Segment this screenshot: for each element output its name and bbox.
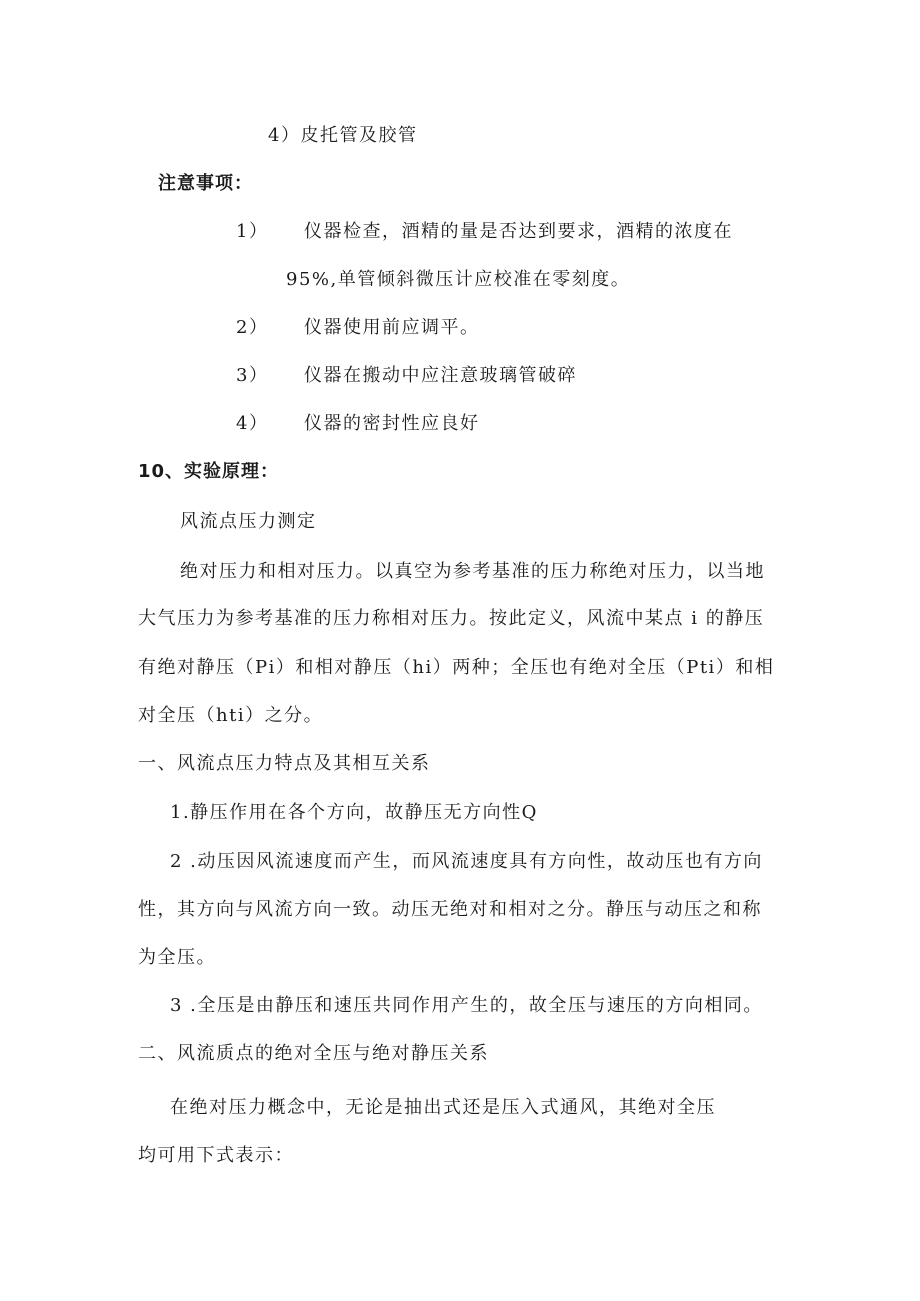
note-item-1-number: 1）	[236, 221, 269, 242]
principle-para1-line1: 绝对压力和相对压力。以真空为参考基准的压力称绝对压力，以当地	[180, 561, 765, 582]
note-item-1-text: 仪器检查，酒精的量是否达到要求，酒精的浓度在	[304, 221, 733, 242]
principle-heading: 10、实验原理：	[138, 461, 280, 482]
note-item-2-text: 仪器使用前应调平。	[304, 317, 480, 338]
section2-para-line2: 均可用下式表示：	[138, 1145, 294, 1166]
equipment-item-4: 4）皮托管及胶管	[268, 125, 418, 146]
note-item-4-text: 仪器的密封性应良好	[304, 413, 480, 434]
note-item-2-number: 2）	[236, 317, 269, 338]
note-item-4	[236, 412, 480, 436]
note-item-2	[236, 316, 480, 340]
note-item-4-number: 4）	[236, 413, 269, 434]
section1-point2-line3: 为全压。	[138, 947, 216, 968]
principle-subtitle: 风流点压力测定	[180, 511, 317, 532]
principle-para1-line2: 大气压力为参考基准的压力称相对压力。按此定义，风流中某点 i 的静压	[138, 608, 765, 629]
section1-point2-line1: 2 .动压因风流速度而产生，而风流速度具有方向性，故动压也有方向	[170, 851, 763, 872]
section1-point1: 1.静压作用在各个方向，故静压无方向性Q	[170, 802, 538, 823]
note-item-3-text: 仪器在搬动中应注意玻璃管破碎	[304, 365, 577, 386]
section1-title: 一、风流点压力特点及其相互关系	[138, 753, 431, 774]
note-item-1	[236, 220, 733, 244]
section2-title: 二、风流质点的绝对全压与绝对静压关系	[138, 1043, 489, 1064]
notes-heading: 注意事项：	[158, 173, 253, 194]
section1-point3: 3 .全压是由静压和速压共同作用产生的，故全压与速压的方向相同。	[170, 995, 763, 1016]
principle-para1-line3: 有绝对静压（Pi）和相对静压（hi）两种；全压也有绝对全压（Pti）和相	[138, 657, 775, 678]
section1-point2-line2: 性，其方向与风流方向一致。动压无绝对和相对之分。静压与动压之和称	[138, 899, 762, 920]
note-item-1-continuation: 95%,单管倾斜微压计应校准在零刻度。	[286, 269, 631, 290]
note-item-3-number: 3）	[236, 365, 269, 386]
note-item-3	[236, 364, 577, 388]
section2-para-line1: 在绝对压力概念中，无论是抽出式还是压入式通风，其绝对全压	[170, 1097, 716, 1118]
principle-para1-line4: 对全压（hti）之分。	[138, 705, 324, 726]
